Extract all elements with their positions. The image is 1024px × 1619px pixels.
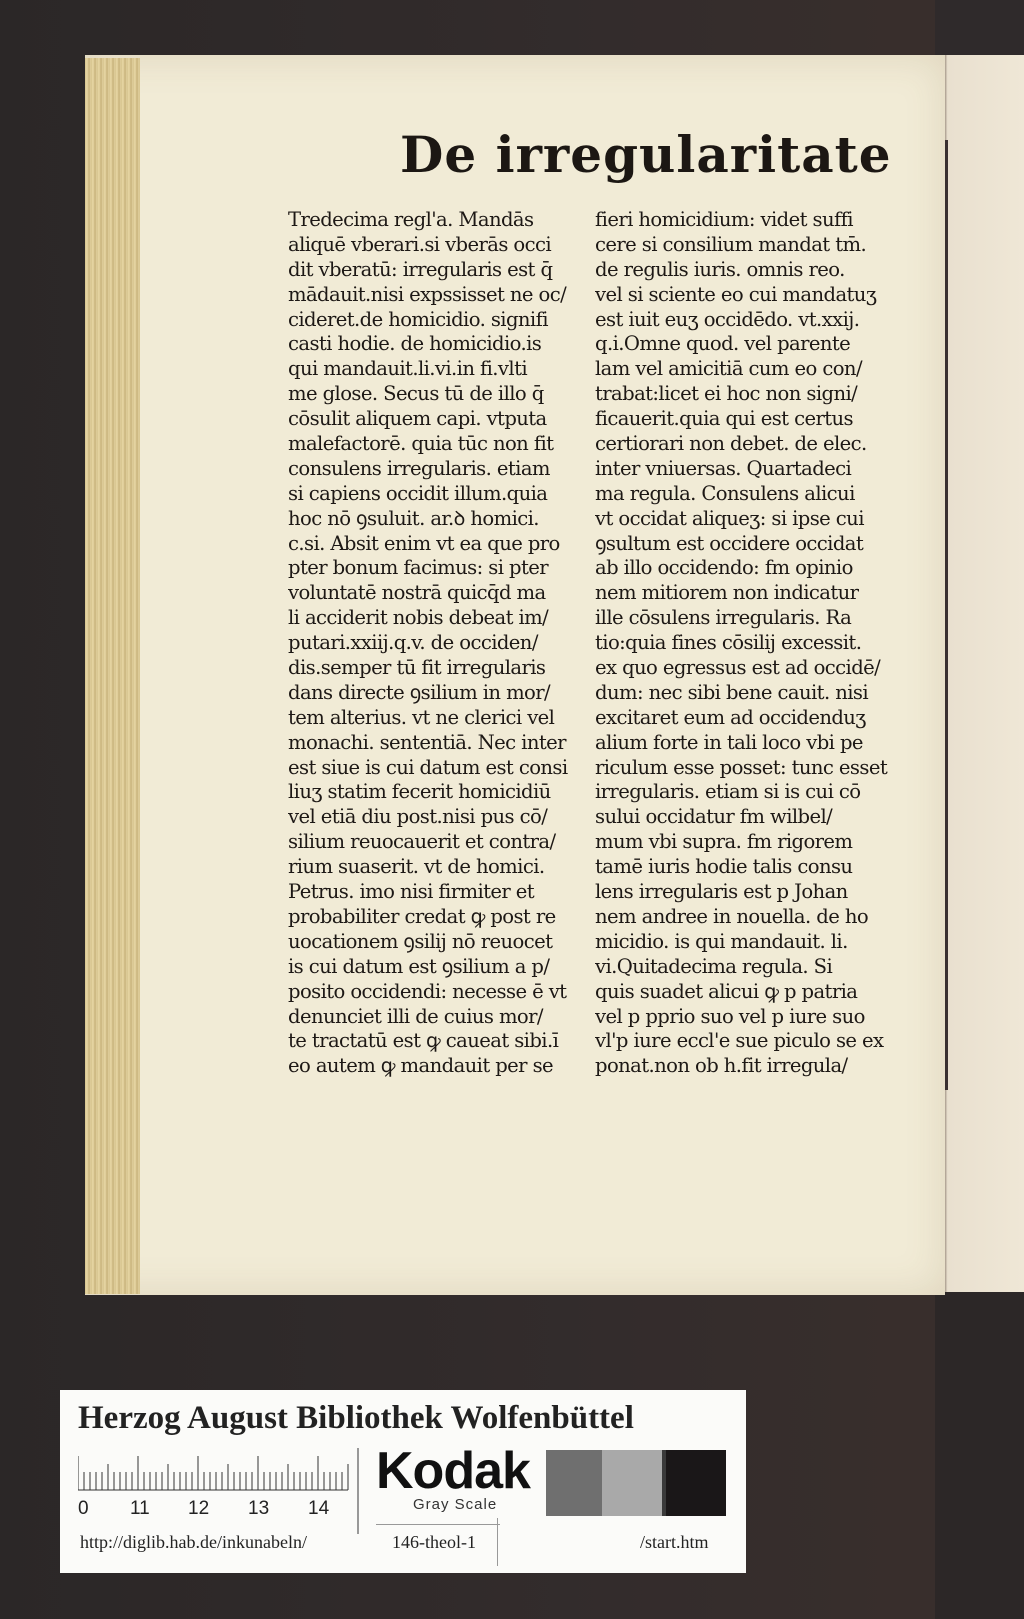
- text-line: excitaret eum ad occidenduʒ: [595, 705, 866, 729]
- text-line: ꝯsultum est occidere occidat: [595, 531, 864, 555]
- text-line: uocationem ꝯsilij nō reuocet: [288, 929, 553, 953]
- text-line: dis.semper tū fit irregularis: [288, 656, 546, 680]
- text-line: de regulis iuris. omnis reo.: [595, 257, 845, 281]
- text-line: sului occidatur fm wilbel/: [595, 805, 833, 829]
- text-line: nem mitiorem non indicatur: [595, 581, 859, 605]
- text-line: ficauerit.quia qui est certus: [595, 407, 853, 431]
- text-line: cere si consilium mandat tm̄.: [595, 232, 867, 256]
- ruler-number: 11: [130, 1498, 150, 1519]
- text-line: dans directe ꝯsilium in mor/: [288, 680, 551, 704]
- text-line: riculum esse posset: tunc esset: [595, 755, 888, 779]
- text-line: rium suaserit. vt de homici.: [288, 855, 545, 879]
- text-line: is cui datum est ꝯsilium a p/: [288, 954, 550, 978]
- text-line: cideret.de homicidio. signifi: [288, 307, 548, 331]
- gray-patch: [666, 1450, 726, 1516]
- page-stack-edge: [85, 58, 140, 1294]
- text-line: c.si. Absit enim vt ea que pro: [288, 531, 560, 555]
- text-line: li acciderit nobis debeat im/: [288, 606, 549, 630]
- text-line: tamē iuris hodie talis consu: [595, 855, 853, 879]
- text-line: fieri homicidium: videt suffi: [595, 208, 853, 231]
- text-line: tio:quia fines cōsilij excessit.: [595, 631, 862, 655]
- text-line: posito occidendi: necesse ē vt: [288, 979, 567, 1003]
- gray-patch: [602, 1450, 662, 1516]
- text-line: alium forte in tali loco vbi pe: [595, 730, 863, 754]
- text-line: vl'p iure eccl'e sue piculo se ex: [595, 1029, 884, 1053]
- kodak-logo: Kodak: [376, 1442, 530, 1500]
- text-line: ille cōsulens irregularis. Ra: [595, 606, 852, 630]
- gutter-line: [945, 140, 948, 1090]
- library-name: Herzog August Bibliothek Wolfenbüttel: [78, 1400, 634, 1436]
- text-line: liuʒ statim fecerit homicidiū: [288, 780, 551, 804]
- text-line: vi.Quitadecima regula. Si: [595, 954, 833, 978]
- text-line: voluntatē nostrā quicq̄d ma: [288, 581, 546, 605]
- ruler-number: 12: [188, 1498, 210, 1519]
- text-line: vel si sciente eo cui mandatuʒ: [595, 282, 877, 306]
- text-line: ma regula. Consulens alicui: [595, 481, 855, 505]
- text-line: malefactorē. quia tūc non fit: [288, 432, 554, 456]
- text-line: silium reuocauerit et contra/: [288, 830, 556, 854]
- ruler-numbers: [78, 1498, 360, 1522]
- url-base: http://diglib.hab.de/inkunabeln/: [80, 1532, 307, 1552]
- label-divider: [357, 1448, 359, 1534]
- text-line: micidio. is qui mandauit. li.: [595, 929, 848, 953]
- text-line: consulens irregularis. etiam: [288, 456, 550, 480]
- text-line: dum: nec sibi bene cauit. nisi: [595, 680, 869, 704]
- ruler-number: 0: [78, 1498, 89, 1519]
- text-line: ponat.non ob h̄.fit irregula/: [595, 1054, 848, 1078]
- text-column-left: [288, 208, 578, 1079]
- text-line: casti hodie. de homicidio.is: [288, 332, 542, 356]
- text-line: mum vbi supra. fm rigorem: [595, 830, 853, 854]
- text-line: vel etiā diu post.nisi pus cō/: [288, 805, 548, 829]
- text-line: Petrus. imo nisi firmiter et: [288, 880, 535, 904]
- text-column-right: [595, 208, 895, 1079]
- grayscale-caption: Gray Scale: [413, 1496, 498, 1513]
- ruler-number: 14: [308, 1498, 330, 1519]
- text-line: lens irregularis est p Johan: [595, 880, 848, 904]
- label-divider: [376, 1524, 500, 1525]
- text-line: hoc nō ꝯsuluit. ar.ꝺ homici.: [288, 506, 539, 530]
- text-line: certiorari non debet. de elec.: [595, 432, 867, 456]
- facing-page-top-shadow: [935, 0, 1024, 55]
- text-line: Tredecima regl'a. Mandās: [288, 208, 534, 231]
- text-line: lam vel amicitiā cum eo con/: [595, 357, 862, 381]
- text-line: nem andree in nouella. de ho: [595, 904, 869, 928]
- text-line: quis suadet alicui ꝙ p patria: [595, 979, 858, 1003]
- text-line: te tractatū est ꝙ caueat sibi.ī: [288, 1029, 559, 1053]
- text-line: denunciet illi de cuius mor/: [288, 1004, 543, 1028]
- text-line: inter vniuersas. Quartadeci: [595, 456, 852, 480]
- text-line: dit vberatū: irregularis est q̄: [288, 257, 553, 281]
- text-line: eo autem ꝙ mandauit per se: [288, 1054, 554, 1078]
- text-line: tem alterius. vt ne clerici vel: [288, 705, 555, 729]
- text-line: pter bonum facimus: si pter: [288, 556, 548, 580]
- text-line: est siue is cui datum est consi: [288, 755, 568, 779]
- text-line: si capiens occidit illum.quia: [288, 481, 548, 505]
- text-line: irregularis. etiam si is cui cō: [595, 780, 861, 804]
- text-line: qui mandauit.li.vi.in fi.vlti: [288, 357, 528, 381]
- text-line: ex quo egressus est ad occidē/: [595, 656, 881, 680]
- text-line: q.i.Omne quod. vel parente: [595, 332, 851, 356]
- label-divider: [497, 1518, 498, 1566]
- url-end: /start.htm: [640, 1532, 709, 1552]
- text-line: aliquē vberari.si vberās occi: [288, 232, 552, 256]
- ruler-number: 13: [248, 1498, 270, 1519]
- text-line: ab illo occidendo: fm opinio: [595, 556, 853, 580]
- text-line: monachi. sententiā. Nec inter: [288, 730, 566, 754]
- text-line: putari.xxiij.q.v. de occiden/: [288, 631, 538, 655]
- page-heading: De irregularitate: [400, 125, 892, 184]
- ruler-scale: [78, 1452, 360, 1492]
- text-line: vel p pprio suo vel p iure suo: [595, 1004, 865, 1028]
- text-line: mādauit.nisi expssisset ne oc/: [288, 282, 567, 306]
- text-line: cōsulit aliquem capi. vtputa: [288, 407, 547, 431]
- gray-patch: [546, 1450, 602, 1516]
- text-line: probabiliter credat ꝙ post re: [288, 904, 556, 928]
- text-line: est iuit euʒ occidēdo. vt.xxij.: [595, 307, 860, 331]
- url-id: 146-theol-1: [392, 1532, 476, 1552]
- text-line: me glose. Secus tū de illo q̄: [288, 382, 544, 406]
- text-line: trabat:licet ei hoc non signi/: [595, 382, 858, 406]
- facing-page-bottom-shadow: [935, 1292, 1024, 1619]
- text-line: vt occidat aliqueʒ: si ipse cui: [595, 506, 864, 530]
